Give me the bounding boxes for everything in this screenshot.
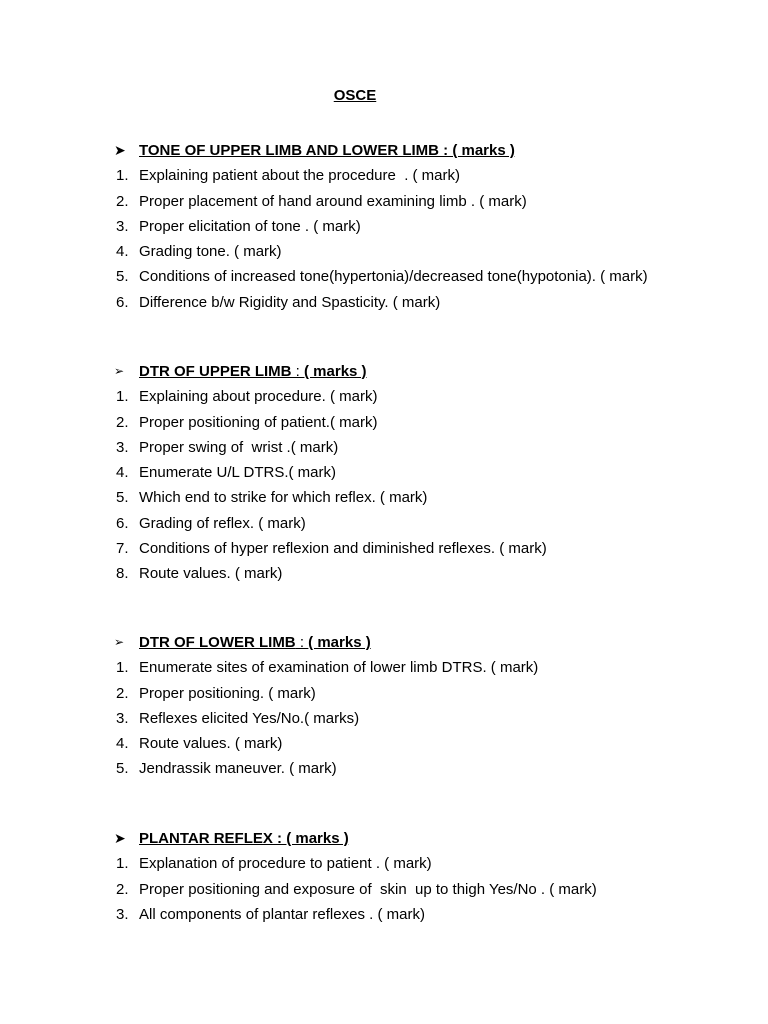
list-item: 8. Route values. ( mark) (116, 565, 283, 583)
section-heading (114, 138, 734, 163)
section-dtr-lower (114, 630, 734, 782)
arrow-bullet-icon: ➢ (114, 364, 125, 378)
list-item: 3. Reflexes elicited Yes/No.( marks) (116, 709, 360, 727)
section-plantar-reflex (114, 826, 734, 927)
list-item: 7. Conditions of hyper reflexion and diminished reflexes. ( mark) (116, 540, 547, 558)
document-title: OSCE (333, 87, 377, 104)
list-item: 1. Explaining patient about the procedure . ( mark) (116, 167, 461, 185)
list-item: 5. Conditions of increased tone(hypertonia)/decreased tone(hypotonia). ( mark) (116, 268, 648, 286)
list-item: 4. Enumerate U/L DTRS.( mark) (116, 464, 336, 482)
checklist (114, 384, 734, 586)
section-heading (114, 630, 734, 655)
section-heading (114, 359, 734, 384)
checklist (114, 655, 734, 781)
checklist (114, 851, 734, 927)
section-heading-text: DTR OF LOWER LIMB : ( marks ) (139, 634, 371, 651)
list-item: 5. Jendrassik maneuver. ( mark) (116, 760, 337, 778)
arrow-bullet-icon: ➤ (114, 142, 126, 158)
list-item: 1. Explanation of procedure to patient . ( mark) (116, 855, 432, 873)
list-item: 5. Which end to strike for which reflex. ( mark) (116, 489, 428, 507)
section-heading-text: DTR OF UPPER LIMB : ( marks ) (139, 363, 367, 380)
list-item: 2. Proper positioning and exposure of skin up to thigh Yes/No . ( mark) (116, 880, 597, 898)
section-heading-text: TONE OF UPPER LIMB AND LOWER LIMB : ( marks ) (139, 142, 515, 159)
list-item: 3. Proper swing of wrist .( mark) (116, 438, 339, 456)
list-item: 3. All components of plantar reflexes . ( mark) (116, 905, 425, 923)
list-item: 6. Difference b/w Rigidity and Spasticity. ( mark) (116, 293, 441, 311)
arrow-bullet-icon: ➤ (114, 830, 126, 846)
list-item: 4. Grading tone. ( mark) (116, 243, 282, 261)
list-item: 2. Proper positioning. ( mark) (116, 684, 316, 702)
section-heading (114, 826, 734, 851)
checklist (114, 163, 734, 315)
list-item: 6. Grading of reflex. ( mark) (116, 514, 306, 532)
list-item: 4. Route values. ( mark) (116, 735, 283, 753)
section-heading-text: PLANTAR REFLEX : ( marks ) (139, 830, 349, 847)
list-item: 1. Enumerate sites of examination of lower limb DTRS. ( mark) (116, 659, 539, 677)
list-item: 3. Proper elicitation of tone . ( mark) (116, 217, 361, 235)
arrow-bullet-icon: ➢ (114, 635, 125, 649)
list-item: 1. Explaining about procedure. ( mark) (116, 388, 378, 406)
section-tone (114, 138, 734, 315)
list-item: 2. Proper placement of hand around examining limb . ( mark) (116, 192, 527, 210)
section-dtr-upper (114, 359, 734, 587)
list-item: 2. Proper positioning of patient.( mark) (116, 413, 378, 431)
